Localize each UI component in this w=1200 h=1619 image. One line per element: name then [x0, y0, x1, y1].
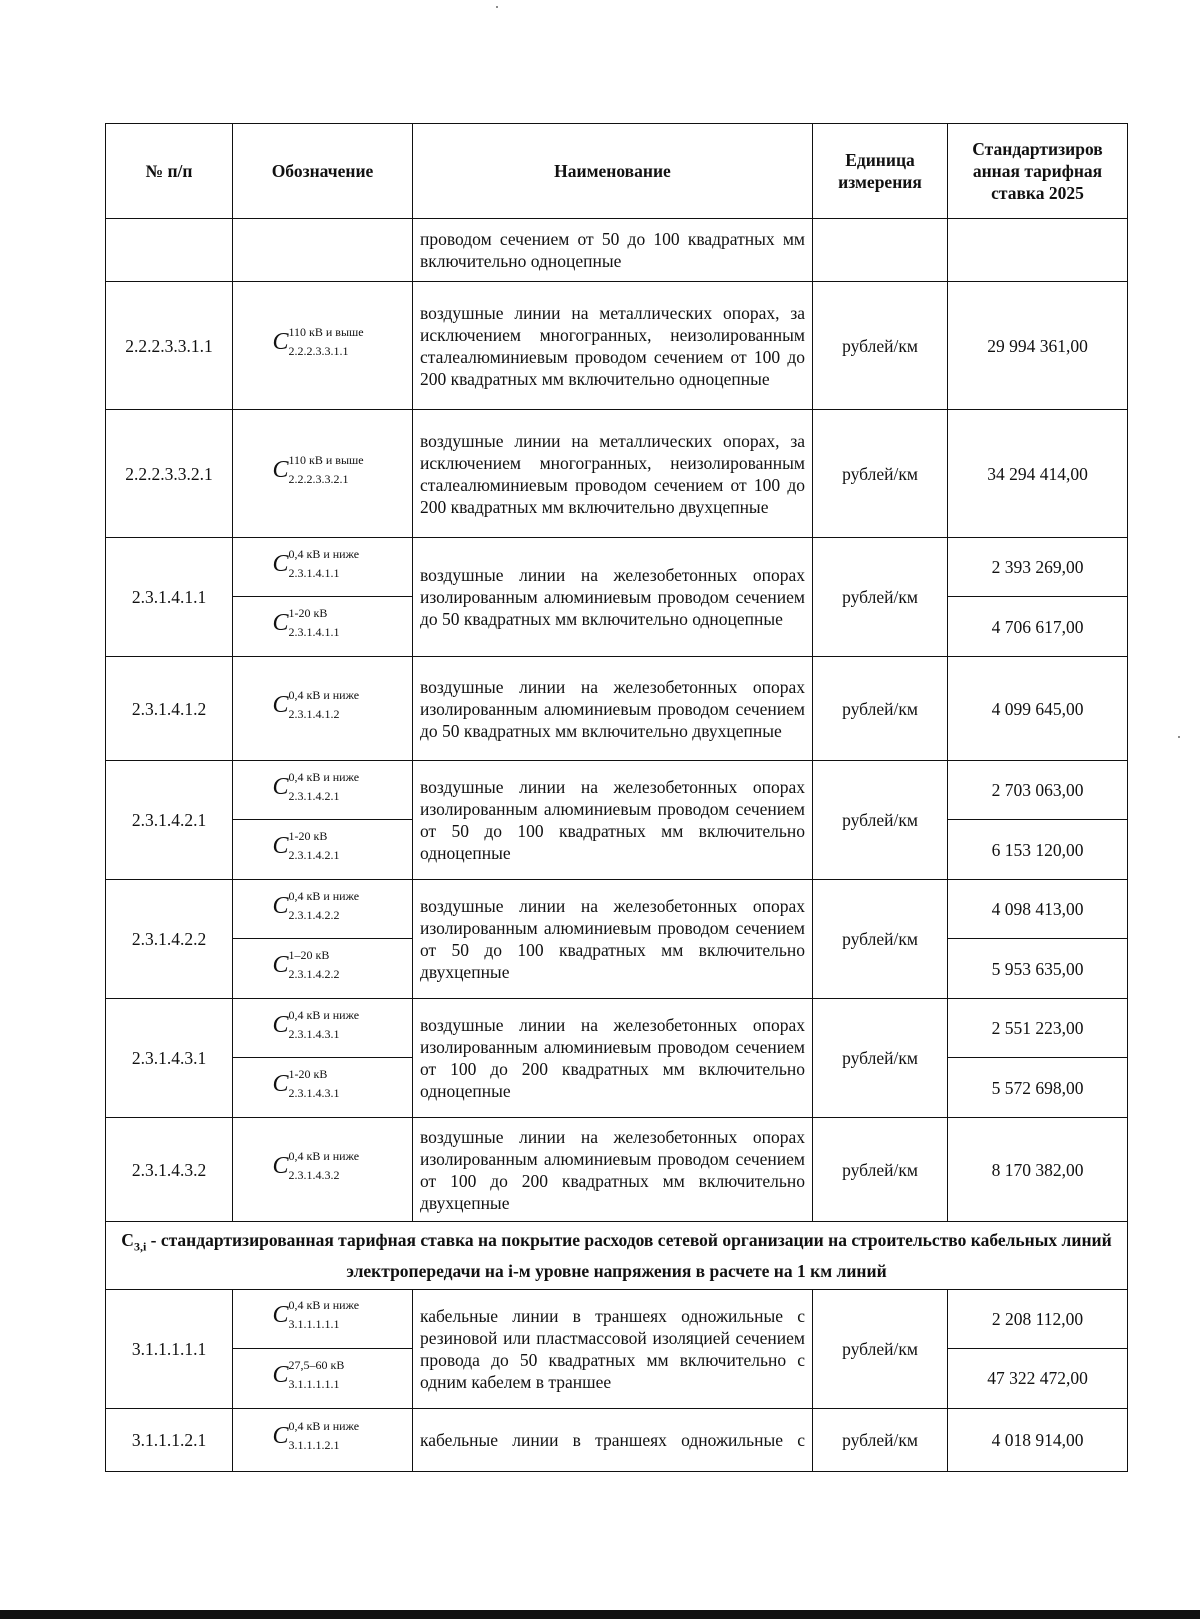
header-rate: Стандартизиров анная тарифная ставка 2025	[948, 124, 1128, 219]
row-unit: рублей/км	[813, 657, 948, 761]
tariff-symbol	[273, 889, 373, 925]
scan-bottom-edge	[0, 1610, 1200, 1619]
symbol-letter: C	[272, 773, 289, 800]
symbol-letter: C	[272, 952, 289, 978]
symbol-voltage: 0,4 кВ и ниже	[288, 1149, 360, 1163]
cont-rate-cell	[948, 219, 1128, 282]
row-rate: 4 099 645,00	[948, 657, 1128, 761]
table-row	[106, 657, 1128, 761]
row-name: воздушные линии на металлических опорах, за исключением многогранных, неизолированным сталеалюминиевым проводом сечением от 100 до 200 квадратных мм включительно одноцепные	[413, 282, 813, 410]
row-number: 2.3.1.4.2.1	[106, 761, 233, 880]
symbol-index: 3.1.1.1.1.1	[288, 1376, 340, 1391]
tariff-symbol	[273, 770, 373, 806]
row-number: 2.3.1.4.1.1	[106, 538, 233, 657]
header-designation: Обозначение	[233, 124, 413, 219]
tariff-symbol	[273, 829, 373, 865]
symbol-index: 2.3.1.4.2.2	[288, 967, 340, 981]
row-number: 2.2.2.3.3.2.1	[106, 410, 233, 538]
symbol-index: 2.3.1.4.3.2	[288, 1168, 340, 1182]
symbol-index: 2.3.1.4.1.1	[288, 625, 340, 639]
row-number: 3.1.1.1.1.1	[106, 1289, 233, 1408]
row-unit: рублей/км	[813, 538, 948, 657]
scan-speck	[1178, 736, 1180, 738]
symbol-index: 2.2.2.3.3.1.1	[288, 344, 349, 358]
row-number: 2.3.1.4.2.2	[106, 880, 233, 999]
header-unit: Единица измерения	[813, 124, 948, 219]
row-unit: рублей/км	[813, 761, 948, 880]
symbol-letter: C	[272, 1071, 289, 1097]
cont-name-cell: проводом сечением от 50 до 100 квадратных мм включительно одноцепные	[413, 219, 813, 282]
section-row	[106, 1222, 1128, 1290]
row-rate: 5 953 635,00	[948, 939, 1128, 999]
designation-cell	[233, 657, 413, 761]
symbol-voltage: 0,4 кВ и ниже	[288, 1298, 360, 1312]
symbol-index: 2.3.1.4.2.2	[288, 907, 340, 922]
designation-cell	[233, 1289, 413, 1348]
row-rate: 2 208 112,00	[948, 1289, 1128, 1348]
row-rate: 8 170 382,00	[948, 1118, 1128, 1222]
table-row	[106, 282, 1128, 410]
table-row	[106, 1289, 1128, 1348]
table-row	[106, 999, 1128, 1058]
cont-num-cell	[106, 219, 233, 282]
section-text: - стандартизированная тарифная ставка на покрытие расходов сетевой организации на строительство кабельных линий электропередачи на i-м уровне напряжения в расчете на 1 км линий	[146, 1230, 1112, 1281]
row-name: кабельные линии в траншеях одножильные с	[413, 1408, 813, 1471]
symbol-index: 3.1.1.1.1.1	[288, 1317, 340, 1331]
row-rate: 34 294 414,00	[948, 410, 1128, 538]
row-name: воздушные линии на железобетонных опорах изолированным алюминиевым проводом сечением от 50 до 100 квадратных мм включительно одноцепные	[413, 761, 813, 880]
symbol-voltage: 110 кВ и выше	[288, 325, 364, 339]
header-name: Наименование	[413, 124, 813, 219]
designation-cell	[233, 538, 413, 597]
section-symbol: С	[121, 1230, 134, 1250]
symbol-letter: C	[272, 892, 289, 919]
symbol-index: 3.1.1.1.2.1	[288, 1438, 340, 1452]
row-unit: рублей/км	[813, 1408, 948, 1471]
symbol-letter: C	[272, 457, 289, 483]
symbol-index: 2.3.1.4.1.1	[288, 565, 340, 580]
designation-cell	[233, 939, 413, 999]
symbol-index: 2.3.1.4.3.1	[288, 1086, 340, 1100]
table-row	[106, 1408, 1128, 1471]
table-row	[106, 410, 1128, 538]
row-number: 2.2.2.3.3.1.1	[106, 282, 233, 410]
tariff-table	[105, 123, 1128, 1472]
designation-cell	[233, 1058, 413, 1118]
row-name: воздушные линии на железобетонных опорах изолированным алюминиевым проводом сечением от 100 до 200 квадратных мм включительно двухцепные	[413, 1118, 813, 1222]
row-rate: 2 551 223,00	[948, 999, 1128, 1058]
header-num: № п/п	[106, 124, 233, 219]
row-unit: рублей/км	[813, 1118, 948, 1222]
tariff-symbol	[273, 606, 373, 642]
tariff-symbol	[273, 1067, 373, 1103]
header-row	[106, 124, 1128, 219]
row-unit: рублей/км	[813, 410, 948, 538]
row-unit: рублей/км	[813, 880, 948, 999]
symbol-letter: C	[272, 1153, 289, 1179]
section-heading	[106, 1222, 1128, 1290]
designation-cell	[233, 880, 413, 939]
symbol-letter: C	[272, 1361, 289, 1388]
cont-unit-cell	[813, 219, 948, 282]
row-name: воздушные линии на металлических опорах, за исключением многогранных, неизолированным сталеалюминиевым проводом сечением от 100 до 200 квадратных мм включительно двухцепные	[413, 410, 813, 538]
row-rate: 5 572 698,00	[948, 1058, 1128, 1118]
row-name: воздушные линии на железобетонных опорах изолированным алюминиевым проводом сечением от 100 до 200 квадратных мм включительно одноцепные	[413, 999, 813, 1118]
row-rate: 29 994 361,00	[948, 282, 1128, 410]
row-number: 2.3.1.4.1.2	[106, 657, 233, 761]
row-rate: 4 098 413,00	[948, 880, 1128, 939]
symbol-letter: C	[272, 833, 289, 859]
symbol-letter: C	[272, 692, 289, 718]
row-name: воздушные линии на железобетонных опорах изолированным алюминиевым проводом сечением до 50 квадратных мм включительно одноцепные	[413, 538, 813, 657]
designation-cell	[233, 999, 413, 1058]
row-number: 3.1.1.1.2.1	[106, 1408, 233, 1471]
designation-cell	[233, 282, 413, 410]
symbol-voltage: 0,4 кВ и ниже	[288, 1419, 360, 1433]
designation-cell	[233, 1118, 413, 1222]
row-number: 2.3.1.4.3.1	[106, 999, 233, 1118]
designation-cell	[233, 410, 413, 538]
row-rate: 4 706 617,00	[948, 597, 1128, 657]
symbol-voltage: 1–20 кВ	[288, 948, 330, 962]
designation-cell	[233, 597, 413, 657]
symbol-index: 2.2.2.3.3.2.1	[288, 472, 349, 486]
symbol-index: 2.3.1.4.2.1	[288, 848, 340, 862]
symbol-voltage: 1-20 кВ	[288, 829, 328, 843]
tariff-symbol	[273, 453, 373, 489]
row-name: воздушные линии на железобетонных опорах изолированным алюминиевым проводом сечением от 50 до 100 квадратных мм включительно двухцепные	[413, 880, 813, 999]
row-number: 2.3.1.4.3.2	[106, 1118, 233, 1222]
tariff-symbol	[273, 1298, 373, 1334]
row-rate: 6 153 120,00	[948, 820, 1128, 880]
tariff-symbol	[273, 948, 373, 984]
continuation-row	[106, 219, 1128, 282]
symbol-index: 2.3.1.4.2.1	[288, 788, 340, 803]
symbol-voltage: 1-20 кВ	[288, 1067, 328, 1081]
row-unit: рублей/км	[813, 282, 948, 410]
row-name: кабельные линии в траншеях одножильные с резиновой или пластмассовой изоляцией сечением провода до 50 квадратных мм включительно с одним кабелем в траншее	[413, 1289, 813, 1408]
tariff-symbol	[273, 547, 373, 583]
symbol-voltage: 110 кВ и выше	[288, 453, 364, 467]
designation-cell	[233, 1348, 413, 1408]
tariff-symbol	[273, 688, 373, 724]
tariff-symbol	[273, 325, 373, 361]
section-symbol-index: 3,i	[133, 1239, 147, 1254]
row-unit: рублей/км	[813, 999, 948, 1118]
tariff-symbol	[273, 1008, 373, 1044]
symbol-letter: C	[272, 1423, 289, 1449]
cont-designation-cell	[233, 219, 413, 282]
designation-cell	[233, 1408, 413, 1471]
table-row	[106, 880, 1128, 939]
table-row	[106, 1118, 1128, 1222]
table-row	[106, 538, 1128, 597]
tariff-symbol	[273, 1358, 373, 1394]
symbol-index: 2.3.1.4.3.1	[288, 1026, 340, 1041]
symbol-letter: C	[272, 610, 289, 636]
symbol-voltage: 1-20 кВ	[288, 606, 328, 620]
designation-cell	[233, 820, 413, 880]
row-rate: 2 393 269,00	[948, 538, 1128, 597]
symbol-voltage: 27,5–60 кВ	[288, 1357, 345, 1372]
scan-speck	[496, 6, 498, 8]
symbol-voltage: 0,4 кВ и ниже	[288, 546, 360, 561]
symbol-letter: C	[272, 1011, 289, 1038]
symbol-voltage: 0,4 кВ и ниже	[288, 888, 360, 903]
row-name: воздушные линии на железобетонных опорах изолированным алюминиевым проводом сечением до 50 квадратных мм включительно двухцепные	[413, 657, 813, 761]
row-rate: 4 018 914,00	[948, 1408, 1128, 1471]
row-unit: рублей/км	[813, 1289, 948, 1408]
symbol-letter: C	[272, 550, 289, 577]
symbol-voltage: 0,4 кВ и ниже	[288, 1007, 360, 1022]
row-rate: 47 322 472,00	[948, 1348, 1128, 1408]
tariff-symbol	[273, 1149, 373, 1185]
tariff-symbol	[273, 1419, 373, 1455]
symbol-voltage: 0,4 кВ и ниже	[288, 769, 360, 784]
symbol-voltage: 0,4 кВ и ниже	[288, 688, 360, 702]
symbol-letter: C	[272, 1302, 289, 1328]
table-row	[106, 761, 1128, 820]
row-rate: 2 703 063,00	[948, 761, 1128, 820]
designation-cell	[233, 761, 413, 820]
symbol-index: 2.3.1.4.1.2	[288, 707, 340, 721]
symbol-letter: C	[272, 329, 289, 355]
